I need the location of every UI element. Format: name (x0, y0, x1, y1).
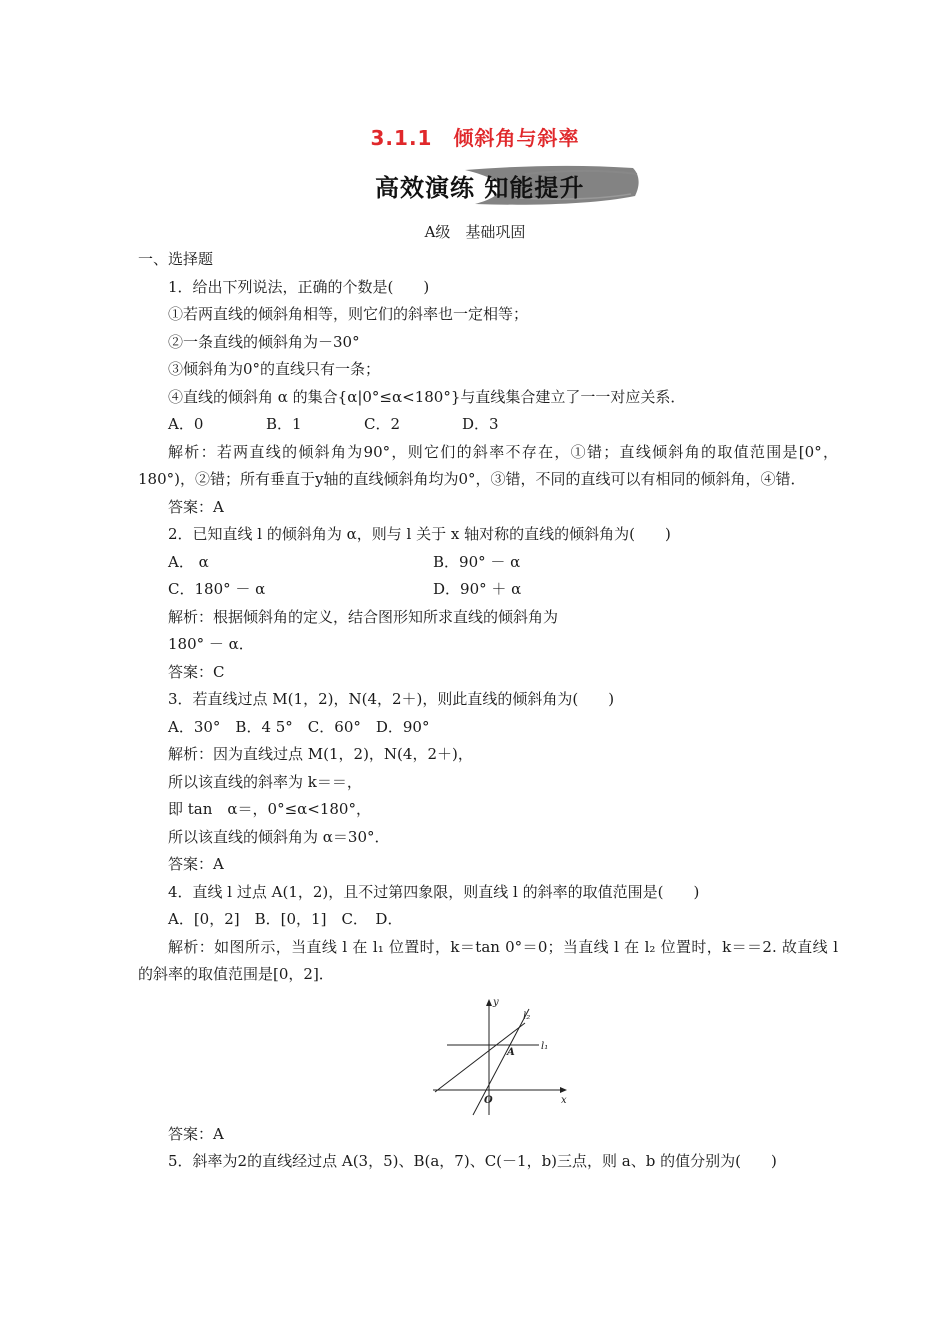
line-l2 (473, 1009, 529, 1115)
question-3-options: A．30° B．4 5° C．60° D．90° (168, 717, 430, 736)
label-l2: l₂ (523, 1010, 531, 1022)
label-point-a: A (507, 1046, 515, 1058)
question-4-answer: 答案：A (168, 1124, 224, 1143)
question-1-answer: 答案：A (168, 497, 224, 516)
section-banner (355, 160, 645, 210)
question-1-options (138, 411, 838, 439)
question-3-analysis-1: 解析：因为直线过点 M(1，2)，N(4，2＋)， (168, 745, 473, 763)
y-axis-arrow-icon (486, 999, 492, 1006)
question-3-stem: 3．若直线过点 M(1，2)，N(4，2＋)，则此直线的倾斜角为( ) (168, 690, 615, 708)
question-2-options-row-2 (138, 576, 838, 604)
question-1-statement-3: ③倾斜角为0°的直线只有一条； (168, 360, 381, 378)
question-1-statement-1: ①若两直线的倾斜角相等，则它们的斜率也一定相等； (168, 305, 529, 323)
document-body (138, 246, 838, 1176)
label-l1: l₁ (541, 1040, 549, 1052)
option-b: B．1 (266, 415, 302, 433)
question-1-statement-4: ④直线的倾斜角 α 的集合{α|0°≤α<180°}与直线集合建立了一一对应关系． (168, 387, 686, 406)
question-4-stem: 4．直线 l 过点 A(1，2)，且不过第四象限，则直线 l 的斜率的取值范围是( ) (168, 882, 700, 901)
question-2-stem: 2．已知直线 l 的倾斜角为 α，则与 l 关于 x 轴对称的直线的倾斜角为( ) (168, 525, 671, 543)
option-a: A． α (168, 552, 209, 571)
label-x: x (561, 1094, 567, 1106)
banner-title: 高效演练 知能提升 (375, 174, 585, 202)
question-2-analysis: 解析：根据倾斜角的定义，结合图形知所求直线的倾斜角为 (168, 607, 559, 626)
x-axis-arrow-icon (560, 1087, 567, 1093)
section-heading: 一、选择题 (138, 250, 214, 268)
option-d: D．3 (462, 415, 499, 433)
question-1-statement-2: ②一条直线的倾斜角为－30° (168, 332, 360, 351)
question-2-analysis-cont: 180° － α． (168, 635, 254, 653)
label-y: y (493, 996, 499, 1008)
question-2-options-row-1 (138, 549, 838, 577)
question-4-options: A．[0，2] B．[0，1] C． D． (168, 910, 403, 928)
question-4-analysis: 解析：如图所示，当直线 l 在 l₁ 位置时，k＝tan 0°＝0；当直线 l 在 l₂ 位置时，k＝＝2. 故直线 l 的斜率的取值范围是[0，2]． (138, 937, 838, 983)
question-2-answer: 答案：C (168, 662, 225, 681)
question-3-analysis-2: 所以该直线的斜率为 k＝＝， (168, 772, 362, 791)
page-title: 3.1.1 倾斜角与斜率 (370, 126, 580, 150)
option-c: C．2 (364, 415, 401, 433)
question-3-analysis-3: 即 tan α＝，0°≤α<180°， (168, 800, 371, 818)
option-b: B．90° － α (433, 552, 521, 571)
label-origin: O (484, 1094, 493, 1106)
option-d: D．90° ＋ α (433, 580, 522, 598)
question-3-answer: 答案：A (168, 855, 224, 873)
coordinate-figure (433, 997, 573, 1117)
question-1-stem: 1．给出下列说法，正确的个数是( ) (168, 277, 430, 296)
question-3-analysis-4: 所以该直线的倾斜角为 α＝30°． (168, 827, 390, 846)
question-1-analysis: 解析：若两直线的倾斜角为90°，则它们的斜率不存在，①错；直线倾斜角的取值范围是[0°，180°)，②错；所有垂直于y轴的直线倾斜角均为0°，③错，不同的直线可以有相同的倾斜角，④错． (138, 442, 838, 488)
option-a: A．0 (168, 415, 204, 433)
question-5-stem: 5．斜率为2的直线经过点 A(3，5)、B(a，7)、C(－1，b)三点，则 a、b 的值分别为( ) (168, 1152, 777, 1170)
option-c: C．180° － α (168, 580, 266, 598)
level-heading: A级 基础巩固 (424, 223, 526, 241)
